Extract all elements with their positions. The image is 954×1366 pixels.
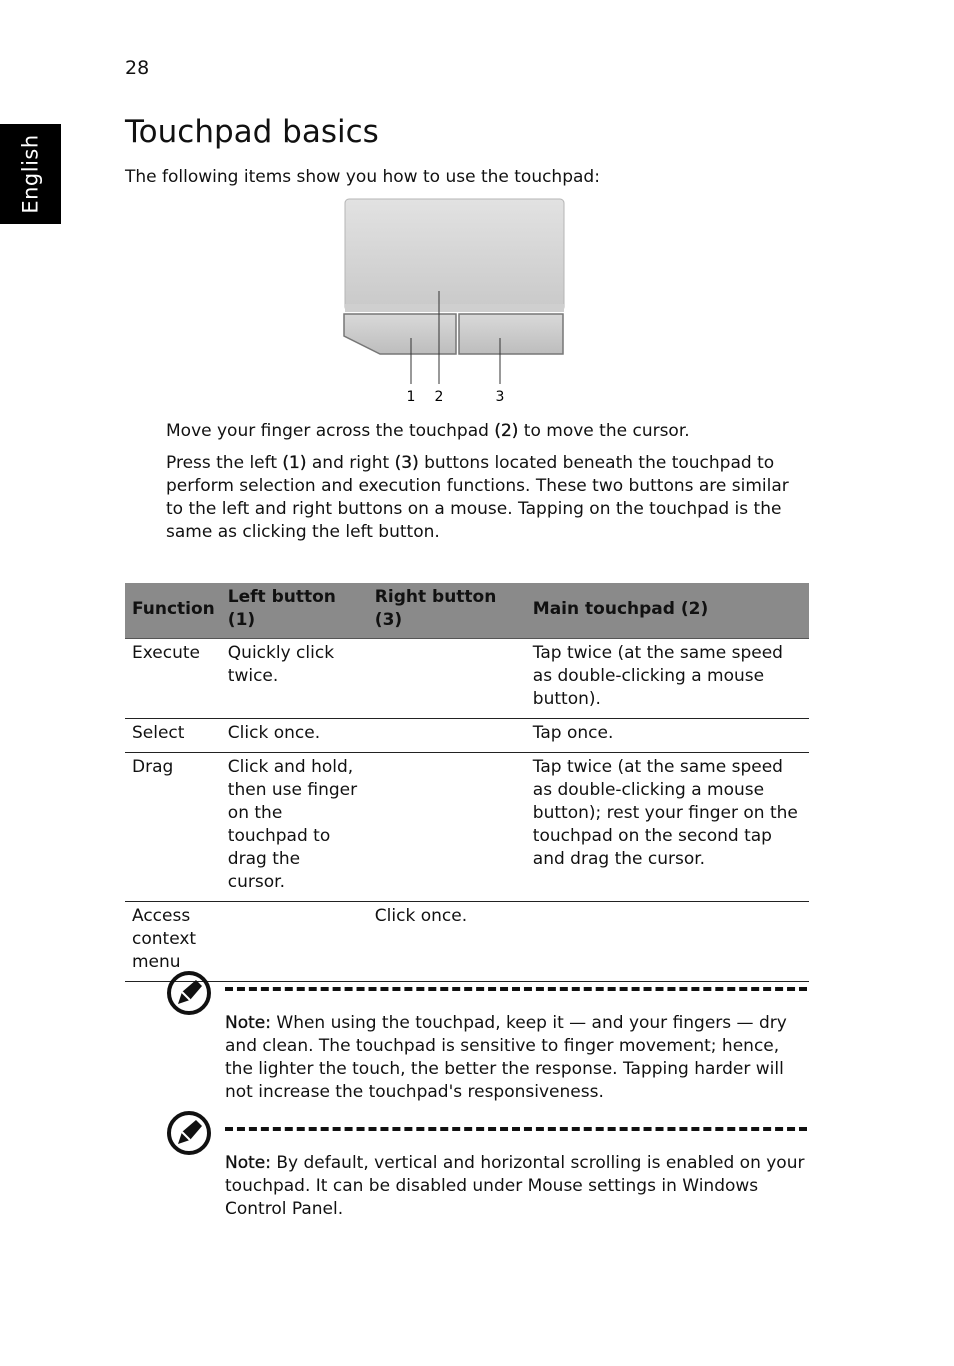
callout-label-2: 2 (434, 389, 444, 405)
note-divider (225, 987, 807, 991)
table-cell: Tap once. (526, 719, 809, 753)
header-left-button: Left button (1) (221, 583, 368, 639)
table-row (125, 902, 809, 982)
table-row (125, 639, 809, 719)
button-instruction (166, 452, 806, 544)
para2-text-a: Press the left (166, 453, 283, 473)
note-label: Note: (225, 1013, 271, 1033)
header-main-touchpad: Main touchpad (2) (526, 583, 809, 639)
table-cell: Drag (125, 753, 221, 902)
callout-label-1: 1 (406, 389, 416, 405)
table-cell: Select (125, 719, 221, 753)
header-function: Function (125, 583, 221, 639)
note-divider (225, 1127, 807, 1131)
para2-text-b: and right (306, 453, 395, 473)
touchpad-surface (345, 199, 564, 311)
note-text (225, 1012, 805, 1104)
para1-text-b: to move the cursor. (518, 421, 690, 441)
page-number: 28 (125, 57, 150, 79)
note-text (225, 1152, 805, 1221)
table-cell: Click and hold, then use finger on the touchpad to drag the cursor. (221, 753, 368, 902)
table-cell: Quickly click twice. (221, 639, 368, 719)
note-body: When using the touchpad, keep it — and your fingers — dry and clean. The touchpad is sensitive to finger movement; hence, the lighter the touch, the better the response. Tapping harder will not increase the touchpad's responsiveness. (225, 1013, 787, 1102)
table-cell: Access context menu (125, 902, 221, 982)
table-cell: Tap twice (at the same speed as double-clicking a mouse button). (526, 639, 809, 719)
note-icon (166, 1110, 212, 1156)
touchpad-functions-table (125, 583, 809, 982)
language-tab-label: English (18, 134, 43, 214)
touchpad-figure (340, 196, 570, 406)
table-cell (221, 902, 368, 982)
para1-ref: (2) (494, 421, 519, 441)
note-icon (166, 970, 212, 1016)
touchpad-right-button (459, 314, 563, 354)
header-right-button: Right button (3) (368, 583, 526, 639)
para2-text-c: buttons located beneath the touchpad to perform selection and execution functions. These two buttons are similar to the left and right buttons on a mouse. Tapping on the touchpad is the same as clicking the left button. (166, 453, 789, 542)
table-cell: Tap twice (at the same speed as double-clicking a mouse button); rest your finger on the touchpad on the second tap and drag the cursor. (526, 753, 809, 902)
table-cell: Click once. (221, 719, 368, 753)
para2-ref-2: (3) (394, 453, 419, 473)
table-row (125, 719, 809, 753)
table-cell (368, 719, 526, 753)
note-label: Note: (225, 1153, 271, 1173)
cursor-instruction (166, 420, 806, 443)
table-cell (368, 639, 526, 719)
page-title: Touchpad basics (125, 114, 379, 150)
table-row (125, 753, 809, 902)
callout-label-3: 3 (495, 389, 505, 405)
note-body: By default, vertical and horizontal scrolling is enabled on your touchpad. It can be disabled under Mouse settings in Windows Control Panel. (225, 1153, 805, 1219)
table-cell (368, 753, 526, 902)
table-header-row (125, 583, 809, 639)
para1-text-a: Move your finger across the touchpad (166, 421, 495, 441)
table-cell (526, 902, 809, 982)
language-tab (0, 124, 61, 224)
intro-text: The following items show you how to use the touchpad: (125, 167, 600, 187)
table-cell: Execute (125, 639, 221, 719)
para2-ref-1: (1) (282, 453, 307, 473)
table-cell: Click once. (368, 902, 526, 982)
